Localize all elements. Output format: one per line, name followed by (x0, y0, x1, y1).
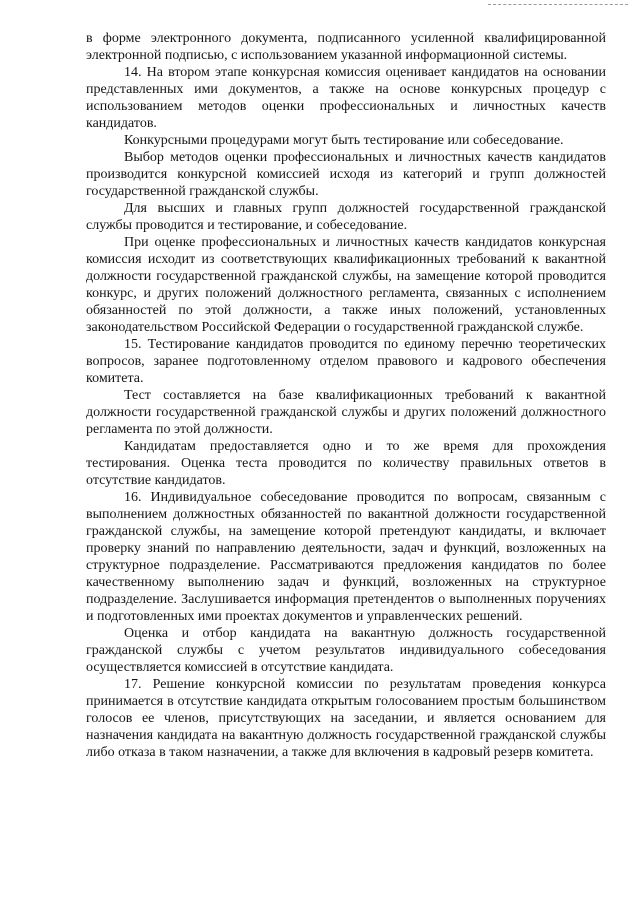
scan-header-rule (488, 4, 628, 6)
paragraph-evaluation: Оценка и отбор кандидата на вакантную должность государственной гражданской службы с учетом результатов индивидуального собеседования осуществляется комиссией в отсутствие кандидата. (86, 626, 606, 675)
paragraph-method-choice: Выбор методов оценки профессиональных и личностных качеств кандидатов производится конкурсной комиссией исходя из категорий и групп должностей государственной гражданской службы. (86, 150, 606, 199)
paragraph-test-time: Кандидатам предоставляется одно и то же время для прохождения тестирования. Оценка теста проводится по количеству правильных ответов в отсутствие кандидатов. (86, 439, 606, 488)
paragraph-test-basis: Тест составляется на базе квалификационных требований к вакантной должности государственной гражданской службы и других положений должностного регламента по этой должности. (86, 388, 606, 437)
paragraph-assessment: При оценке профессиональных и личностных качеств кандидатов конкурсная комиссия исходит из соответствующих квалификационных требований к вакантной должности государственной гражданской службы, на замещение которой проводится конкурс, и других положений должностного регламента, связанных с исполнением обязанностей по этой должности, а также иных положений, установленных законодательством Российской Федерации о государственной гражданской службе. (86, 235, 606, 335)
paragraph-item-17: 17. Решение конкурсной комиссии по результатам проведения конкурса принимается в отсутствие кандидата открытым голосованием простым большинством голосов ее членов, присутствующих на заседании, и является основанием для назначения кандидата на вакантную должность государственной гражданской службы либо отказа в таком назначении, а также для включения в кадровый резерв комитета. (86, 677, 606, 760)
paragraph-item-15: 15. Тестирование кандидатов проводится по единому перечню теоретических вопросов, заранее подготовленному отделом правового и кадрового обеспечения комитета. (86, 337, 606, 386)
paragraph-continuation: в форме электронного документа, подписанного усиленной квалифицированной электронной подписью, с использованием указанной информационной системы. (86, 31, 606, 63)
document-page (86, 30, 606, 761)
paragraph-item-14: 14. На втором этапе конкурсная комиссия оценивает кандидатов на основании представленных ими документов, а также на основе конкурсных процедур с использованием методов оценки профессиональных и личностных качеств кандидатов. (86, 65, 606, 131)
paragraph-item-16: 16. Индивидуальное собеседование проводится по вопросам, связанным с выполнением должностных обязанностей по вакантной должности государственной гражданской службы, на замещение которой претендуют кандидаты, и включает проверку знаний по направлению деятельности, задач и функций, возложенных на структурное подразделение. Рассматриваются предложения кандидатов по более качественному выполнению задач и функций, возложенных на структурное подразделение. Заслушивается информация претендентов о выполненных поручениях и подготовленных ими проектах документов и управленческих решений. (86, 490, 606, 624)
paragraph-higher-groups: Для высших и главных групп должностей государственной гражданской службы проводится и тестирование, и собеседование. (86, 201, 606, 233)
paragraph-procedures: Конкурсными процедурами могут быть тестирование или собеседование. (124, 133, 564, 148)
